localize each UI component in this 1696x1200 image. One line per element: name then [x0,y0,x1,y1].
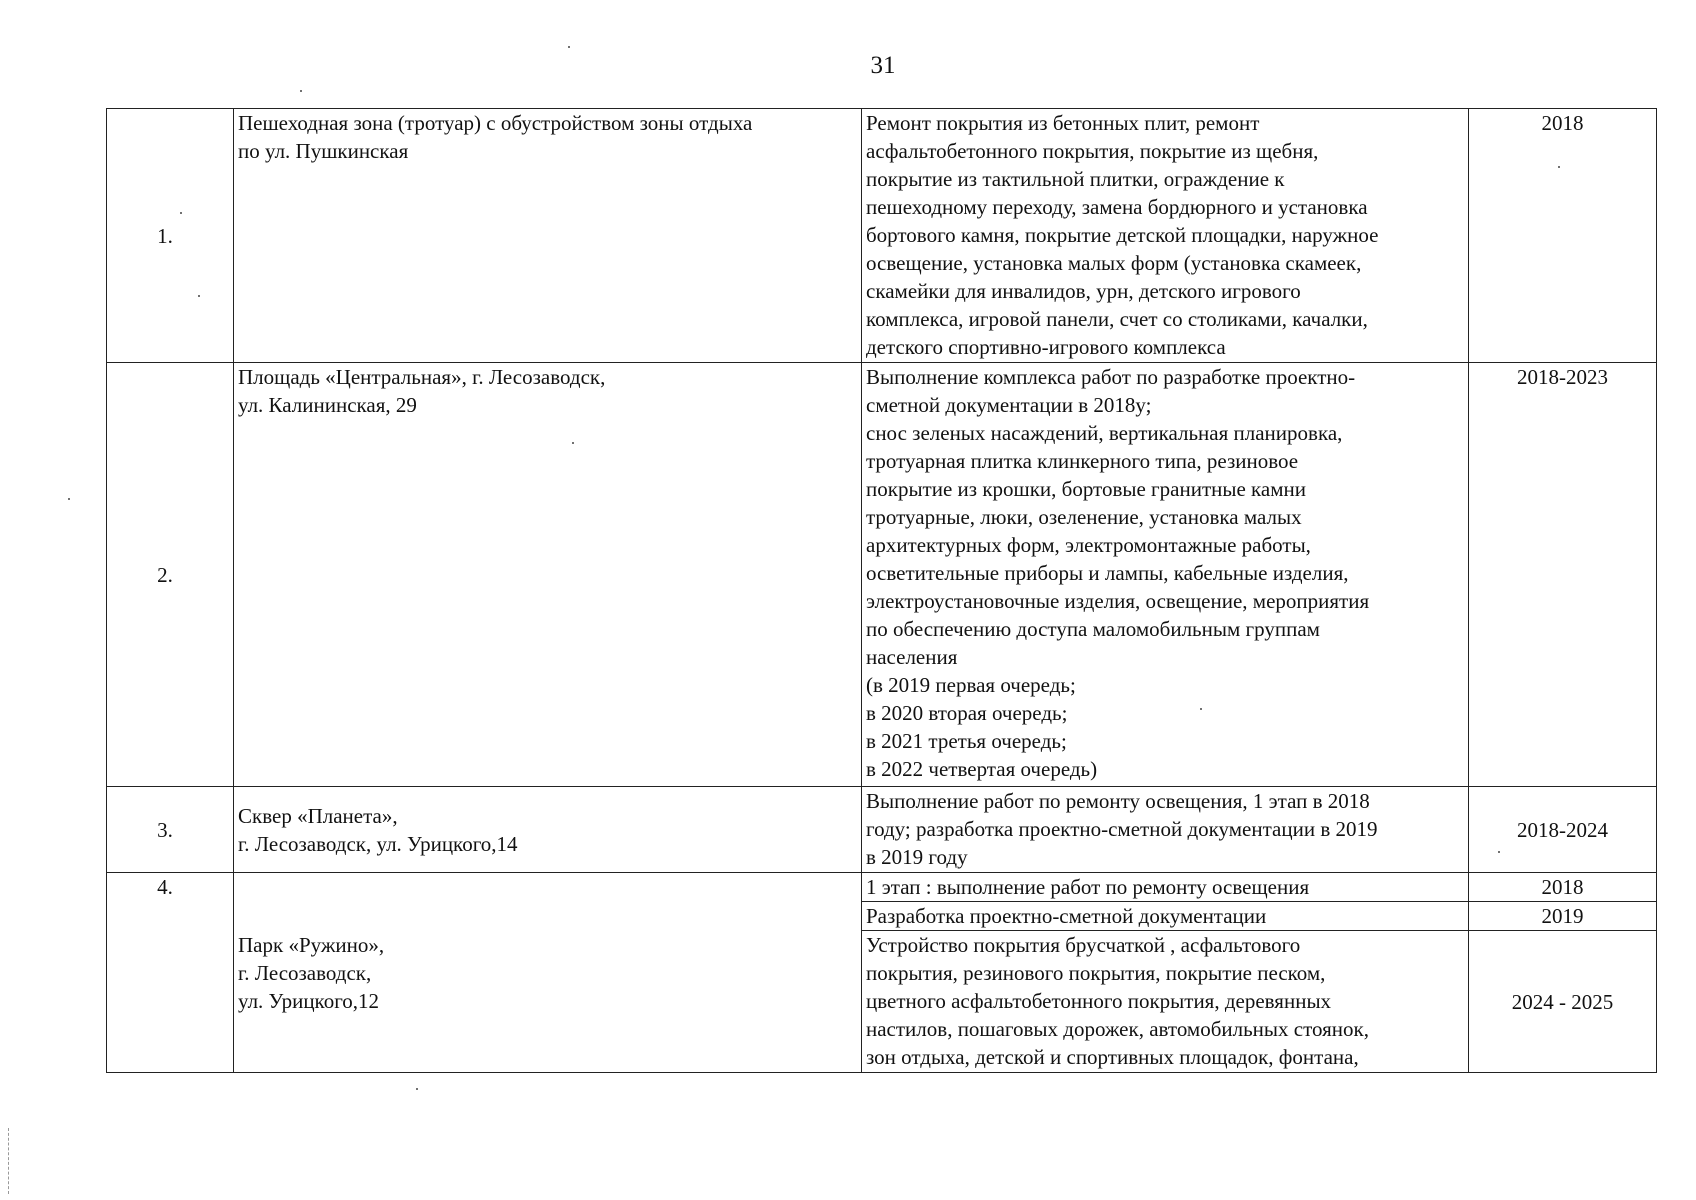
work-description-cell [862,787,1469,873]
object-name-line: Сквер «Планета», [238,803,398,828]
scan-speck [572,442,574,444]
work-description-cell [862,902,1469,931]
year-cell: 2018-2024 [1469,787,1657,873]
work-line: в 2022 четвертая очередь) [866,757,1098,781]
object-name-line: Пешеходная зона (тротуар) с обустройством зоны отдыха [238,111,753,135]
year-cell: 2018 [1469,109,1657,363]
work-line: скамейки для инвалидов, урн, детского игрового [866,279,1301,303]
year-cell: 2024 - 2025 [1469,931,1657,1073]
scan-speck [1200,708,1202,710]
scan-margin-mark [8,1128,10,1194]
work-line: пешеходному переходу, замена бордюрного и установка [866,195,1368,219]
object-name-cell [234,363,862,787]
work-line: году; разработка проектно-сметной документации в 2019 [866,817,1378,841]
work-line: покрытия, резинового покрытия, покрытие песком, [866,961,1326,985]
work-line: осветительные приборы и лампы, кабельные изделия, [866,561,1349,585]
object-name-cell [234,109,862,363]
work-line: бортового камня, покрытие детской площадки, наружное [866,223,1379,247]
work-description-cell [862,363,1469,787]
work-line: цветного асфальтобетонного покрытия, деревянных [866,989,1332,1013]
scan-speck [1558,166,1560,168]
work-line: Устройство покрытия брусчаткой , асфальтового [866,933,1301,957]
work-line: архитектурных форм, электромонтажные работы, [866,533,1311,557]
object-name-cell [234,787,862,873]
table-row [107,787,1657,873]
work-line: детского спортивно-игрового комплекса [866,335,1226,359]
work-line: населения [866,645,958,669]
table-row [107,363,1657,787]
work-line: тротуарная плитка клинкерного типа, резиновое [866,449,1299,473]
object-name-line: Площадь «Центральная», г. Лесозаводск, [238,365,606,389]
work-line: покрытие из тактильной плитки, ограждение к [866,167,1285,191]
row-number: 4. [107,873,234,1073]
page-number: 31 [870,52,896,79]
work-line: в 2020 вторая очередь; [866,701,1068,725]
work-line: электроустановочные изделия, освещение, мероприятия [866,589,1370,613]
works-table [106,108,1657,1073]
work-line: сметной документации в 2018у; [866,393,1152,417]
work-line: покрытие из крошки, бортовые гранитные камни [866,477,1307,501]
work-line: Выполнение работ по ремонту освещения, 1 этап в 2018 [866,789,1370,813]
row-number: 1. [107,109,234,363]
year-cell: 2018 [1469,873,1657,902]
object-name-line: г. Лесозаводск, [238,960,372,985]
row-number: 2. [107,363,234,787]
work-line: снос зеленых насаждений, вертикальная планировка, [866,421,1343,445]
work-line: Разработка проектно-сметной документации [866,904,1267,928]
scan-speck [1498,851,1500,853]
scan-speck [68,498,70,500]
object-name-line: г. Лесозаводск, ул. Урицкого,14 [238,831,518,856]
object-name-line: ул. Калининская, 29 [238,393,417,417]
table-row [107,873,1657,902]
work-line: освещение, установка малых форм (установка скамеек, [866,251,1362,275]
work-line: зон отдыха, детской и спортивных площадок, фонтана, [866,1045,1359,1069]
work-line: Ремонт покрытия из бетонных плит, ремонт [866,111,1260,135]
object-name-line: по ул. Пушкинская [238,139,409,163]
work-line: в 2021 третья очередь; [866,729,1067,753]
work-description-cell [862,931,1469,1073]
work-description-cell [862,873,1469,902]
table-row [107,109,1657,363]
object-name-cell [234,873,862,1073]
scan-speck [198,295,200,297]
year-cell: 2019 [1469,902,1657,931]
scan-speck [180,212,182,214]
object-name-line: ул. Урицкого,12 [238,988,380,1013]
work-description-cell [862,109,1469,363]
work-line: комплекса, игровой панели, счет со столиками, качалки, [866,307,1368,331]
work-line: тротуарные, люки, озеленение, установка малых [866,505,1302,529]
work-line: (в 2019 первая очередь; [866,673,1076,697]
work-line: асфальтобетонного покрытия, покрытие из щебня, [866,139,1319,163]
object-name-line: Парк «Ружино», [238,932,385,957]
work-line: 1 этап : выполнение работ по ремонту освещения [866,875,1310,899]
year-cell: 2018-2023 [1469,363,1657,787]
scan-speck [568,46,570,48]
scan-speck [300,90,302,92]
scan-speck [416,1088,418,1090]
work-line: в 2019 году [866,845,968,869]
work-line: по обеспечению доступа маломобильным группам [866,617,1320,641]
row-number: 3. [107,787,234,873]
work-line: Выполнение комплекса работ по разработке проектно- [866,365,1356,389]
work-line: настилов, пошаговых дорожек, автомобильных стоянок, [866,1017,1369,1041]
